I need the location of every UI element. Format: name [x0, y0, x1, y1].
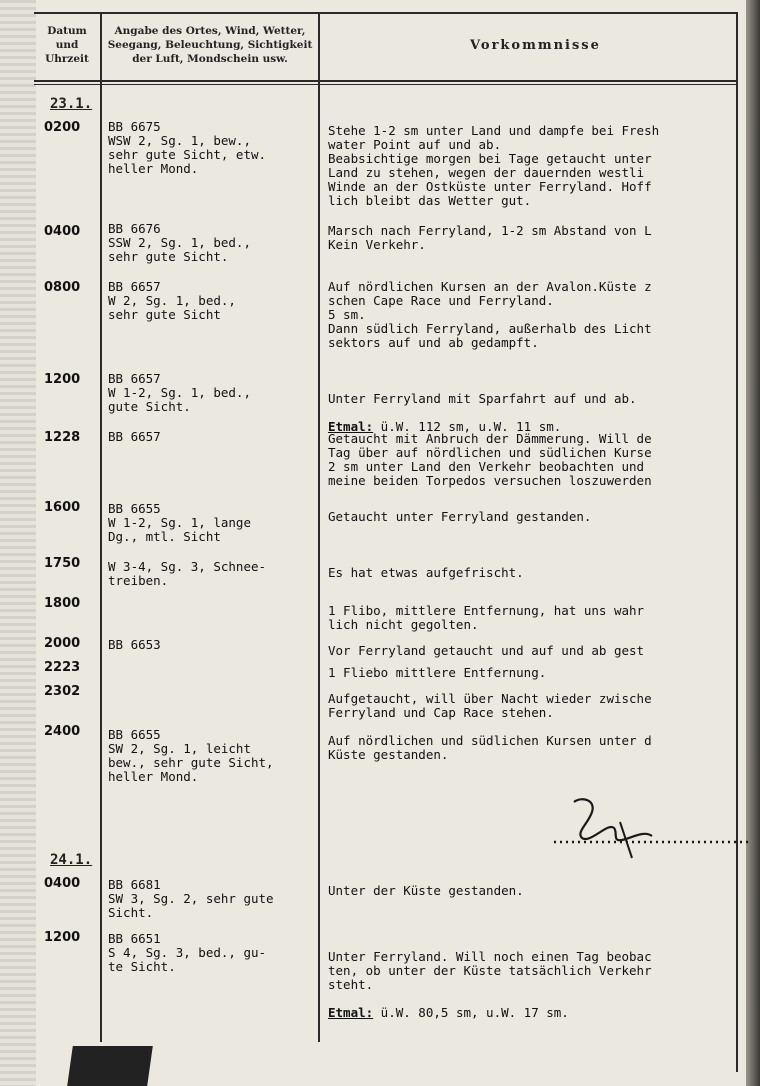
entry-time: 2302	[44, 684, 81, 699]
entry-location: BB 6681 SW 3, Sg. 2, sehr gute Sicht.	[108, 877, 274, 920]
page-edge-shadow	[746, 0, 760, 1086]
entry-location: BB 6657	[108, 429, 161, 444]
header-double-rule	[34, 84, 738, 85]
entry-location: BB 6655 W 1-2, Sg. 1, lange Dg., mtl. Sicht	[108, 501, 251, 544]
header-date-column	[36, 24, 98, 66]
entry-event-text: Unter Ferryland. Will noch einen Tag beobac ten, ob unter der Küste tatsächlich Verkehr steht.	[328, 949, 652, 992]
entry-event: Stehe 1-2 sm unter Land und dampfe bei Fresh water Point auf und ab. Beabsichtige morgen bei Tage getaucht unter Land zu stehen, wegen der dauernden westli Winde an der Ostküste unter Ferryland. Hoff lich bleibt das Wetter gut.	[328, 124, 660, 208]
entry-time: 2000	[44, 636, 81, 651]
etmal-label: Etmal:	[328, 419, 374, 434]
entry-time: 1200	[44, 930, 81, 945]
entry-location: W 3-4, Sg. 3, Schnee- treiben.	[108, 559, 267, 588]
entry-event: Vor Ferryland getaucht und auf und ab gest	[328, 644, 645, 658]
entry-event: Es hat etwas aufgefrischt.	[328, 566, 524, 580]
entry-location: BB 6657 W 1-2, Sg. 1, bed., gute Sicht.	[108, 371, 251, 414]
entry-time: 1750	[44, 556, 81, 571]
entry-event: Unter der Küste gestanden.	[328, 884, 524, 898]
etmal-line	[328, 1006, 746, 1020]
etmal-label: Etmal:	[328, 1005, 374, 1020]
column-divider-1	[100, 12, 102, 1042]
entry-event: 1 Fliebo mittlere Entfernung.	[328, 666, 547, 680]
signature-drawing	[552, 792, 752, 864]
entry-event: Auf nördlichen Kursen an der Avalon.Küste z schen Cape Race und Ferryland. 5 sm. Dann südlich Ferryland, außerhalb des Licht sektors auf und ab gedampft.	[328, 280, 652, 350]
entry-location: BB 6655 SW 2, Sg. 1, leicht bew., sehr gute Sicht, heller Mond.	[108, 727, 274, 784]
entry-event: Marsch nach Ferryland, 1-2 sm Abstand von L Kein Verkehr.	[328, 224, 652, 252]
entry-time: 1228	[44, 430, 81, 445]
table-top-rule	[34, 12, 738, 14]
entry-time: 2223	[44, 660, 81, 675]
header-date-line: und	[55, 39, 79, 51]
entry-location: BB 6651 S 4, Sg. 3, bed., gu- te Sicht.	[108, 931, 267, 974]
header-location-line: Angabe des Ortes, Wind, Wetter,	[114, 25, 306, 37]
entry-event	[328, 936, 746, 1034]
day-label: 23.1.	[50, 96, 93, 112]
entry-event: Aufgetaucht, will über Nacht wieder zwische Ferryland und Cap Race stehen.	[328, 692, 652, 720]
entry-event: Getaucht unter Ferryland gestanden.	[328, 510, 592, 524]
entry-time: 1200	[44, 372, 81, 387]
entry-location: BB 6676 SSW 2, Sg. 1, bed., sehr gute Sicht.	[108, 221, 251, 264]
entry-location: BB 6657 W 2, Sg. 1, bed., sehr gute Sicht	[108, 279, 236, 322]
header-location-column	[104, 24, 316, 66]
day-label: 24.1.	[50, 852, 93, 868]
entry-time: 0400	[44, 224, 81, 239]
header-location-line: Seegang, Beleuchtung, Sichtigkeit	[107, 39, 313, 51]
entry-location: BB 6675 WSW 2, Sg. 1, bew., sehr gute Sicht, etw. heller Mond.	[108, 119, 267, 176]
header-location-line: der Luft, Mondschein usw.	[132, 53, 288, 65]
etmal-values: ü.W. 80,5 sm, u.W. 17 sm.	[373, 1005, 569, 1020]
header-bottom-rule	[34, 80, 738, 82]
entry-time: 2400	[44, 724, 81, 739]
etmal-values: ü.W. 112 sm, u.W. 11 sm.	[373, 419, 562, 434]
binder-clip-shadow	[67, 1046, 153, 1086]
header-date-line: Datum	[47, 25, 87, 37]
entry-event: Auf nördlichen und südlichen Kursen unter d Küste gestanden.	[328, 734, 652, 762]
header-date-line: Uhrzeit	[45, 53, 89, 65]
entry-location: BB 6653	[108, 637, 161, 652]
entry-time: 1800	[44, 596, 81, 611]
entry-time: 0800	[44, 280, 81, 295]
entry-time: 1600	[44, 500, 81, 515]
entry-event: 1 Flibo, mittlere Entfernung, hat uns wahr lich nicht gegolten.	[328, 604, 645, 632]
paper-speckle	[0, 0, 36, 1086]
entry-event-text: Unter Ferryland mit Sparfahrt auf und ab.	[328, 391, 637, 406]
entry-time: 0400	[44, 876, 81, 891]
entry-time: 0200	[44, 120, 81, 135]
header-events-title: Vorkommnisse	[470, 38, 601, 53]
entry-event: Getaucht mit Anbruch der Dämmerung. Will de Tag über auf nördlichen und südlichen Kurse 2 sm unter Land den Verkehr beobachten und meine beiden Torpedos versuchen loszuwerden	[328, 432, 652, 488]
